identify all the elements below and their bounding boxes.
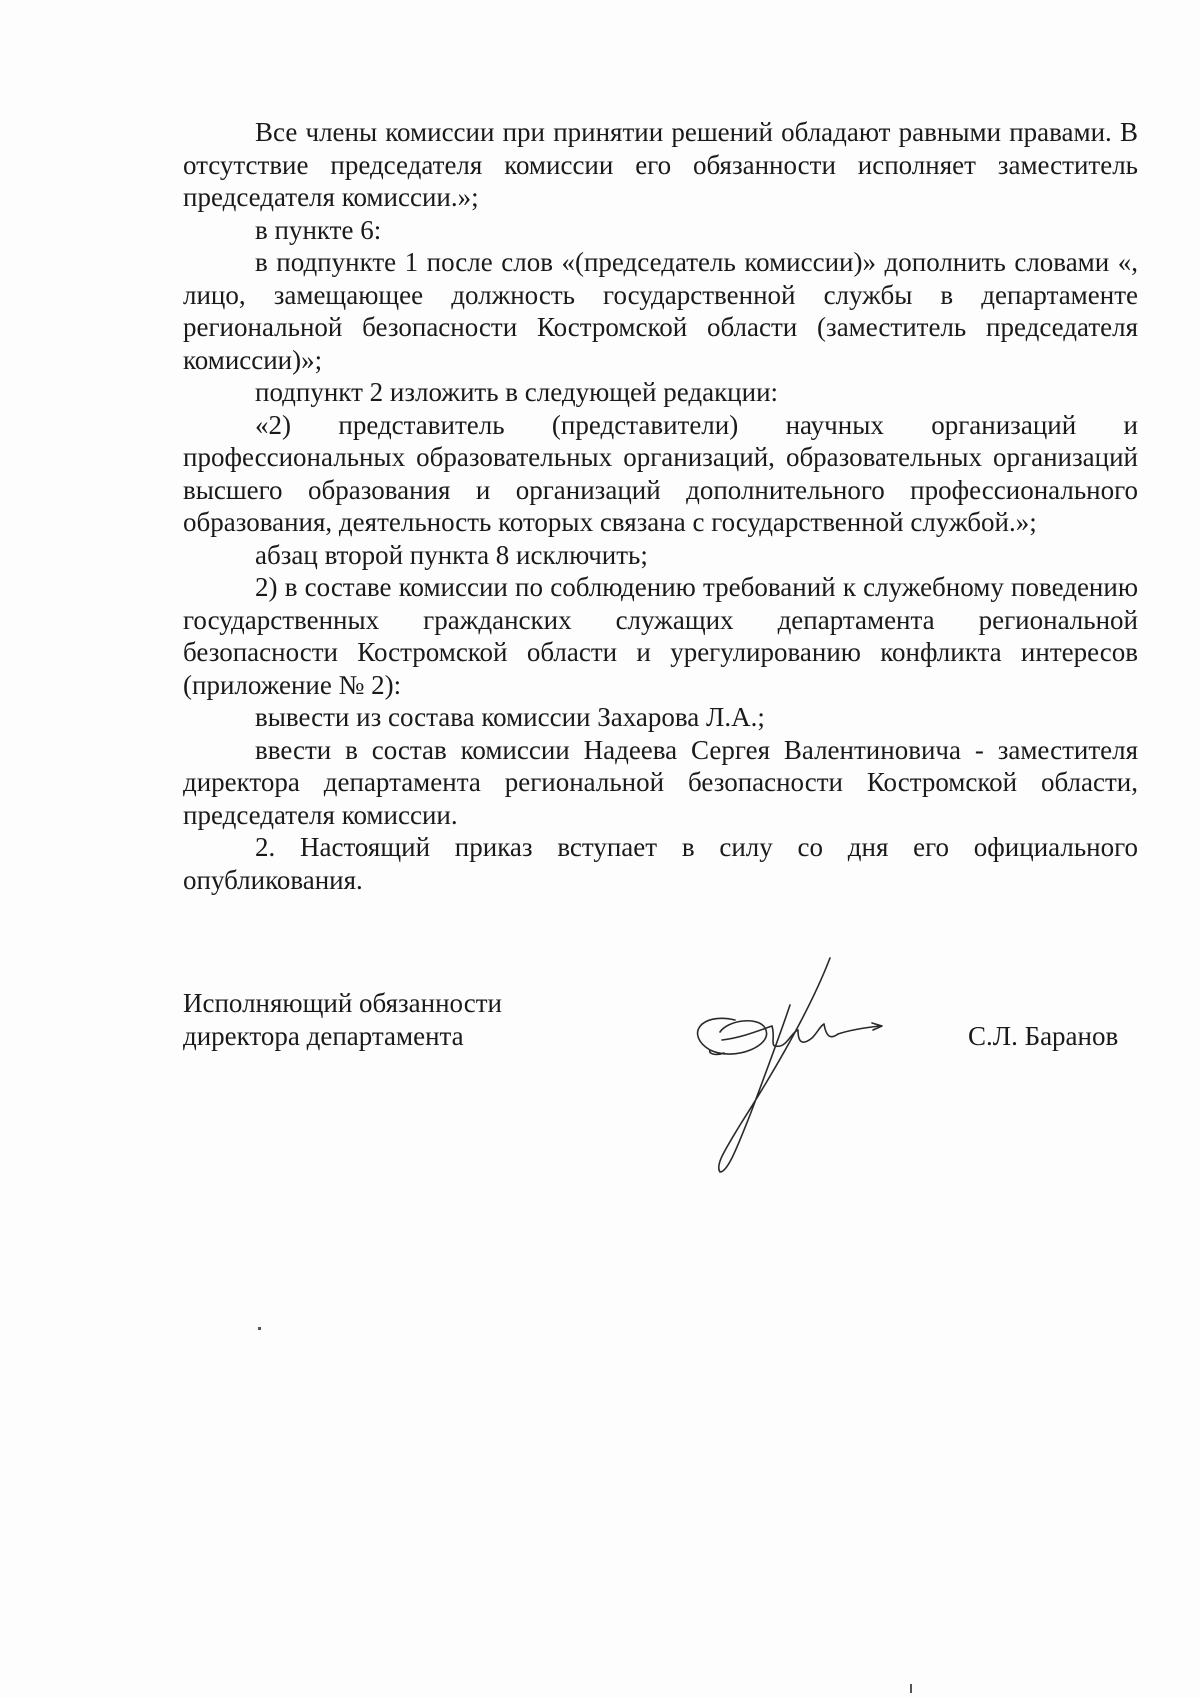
- signer-position: [183, 987, 502, 1053]
- paragraph-subpoint-1: в подпункте 1 после слов «(председатель комиссии)» дополнить словами «, лицо, замещающее должность государственной службы в департаменте региональной безопасности Костромской области (заместитель председателя комиссии)»;: [183, 247, 1138, 375]
- paragraph-remove-member: вывести из состава комиссии Захарова Л.А.;: [255, 702, 765, 732]
- paragraph-point-8: абзац второй пункта 8 исключить;: [255, 539, 648, 570]
- signer-position-line-2: директора департамента: [183, 1021, 464, 1051]
- paragraph-add-member: ввести в состав комиссии Надеева Сергея Валентиновича - заместителя директора департамента региональной безопасности Костромской области, председателя комиссии.: [183, 734, 1138, 830]
- paragraph-effective-date: 2. Настоящий приказ вступает в силу со дня его официального опубликования.: [183, 832, 1138, 895]
- signer-name: С.Л. Баранов: [968, 1021, 1119, 1051]
- scan-speck: [910, 1684, 912, 1693]
- signer-position-line-1: Исполняющий обязанности: [183, 988, 502, 1018]
- scan-speck: [258, 1327, 261, 1330]
- handwritten-signature: [680, 950, 900, 1175]
- paragraph-equal-rights: Все члены комиссии при принятии решений обладают равными правами. В отсутствие председателя комиссии его обязанности исполняет заместитель председателя комиссии.»;: [183, 117, 1138, 212]
- paragraph-subpoint-2-intro: подпункт 2 изложить в следующей редакции:: [255, 377, 779, 407]
- document-body: [183, 116, 1138, 896]
- paragraph-subpoint-2-text: «2) представитель (представители) научных организаций и профессиональных образовательных организаций, образовательных организаций высшего образования и организаций дополнительного профессионального образования, деятельность которых связана с государственной службой.»;: [183, 409, 1138, 537]
- paragraph-point-6: в пункте 6:: [255, 214, 382, 245]
- paragraph-commission-composition: 2) в составе комиссии по соблюдению требований к служебному поведению государственных гражданских служащих департамента региональной безопасности Костромской области и урегулированию конфликта интересов (приложение № 2):: [183, 572, 1138, 700]
